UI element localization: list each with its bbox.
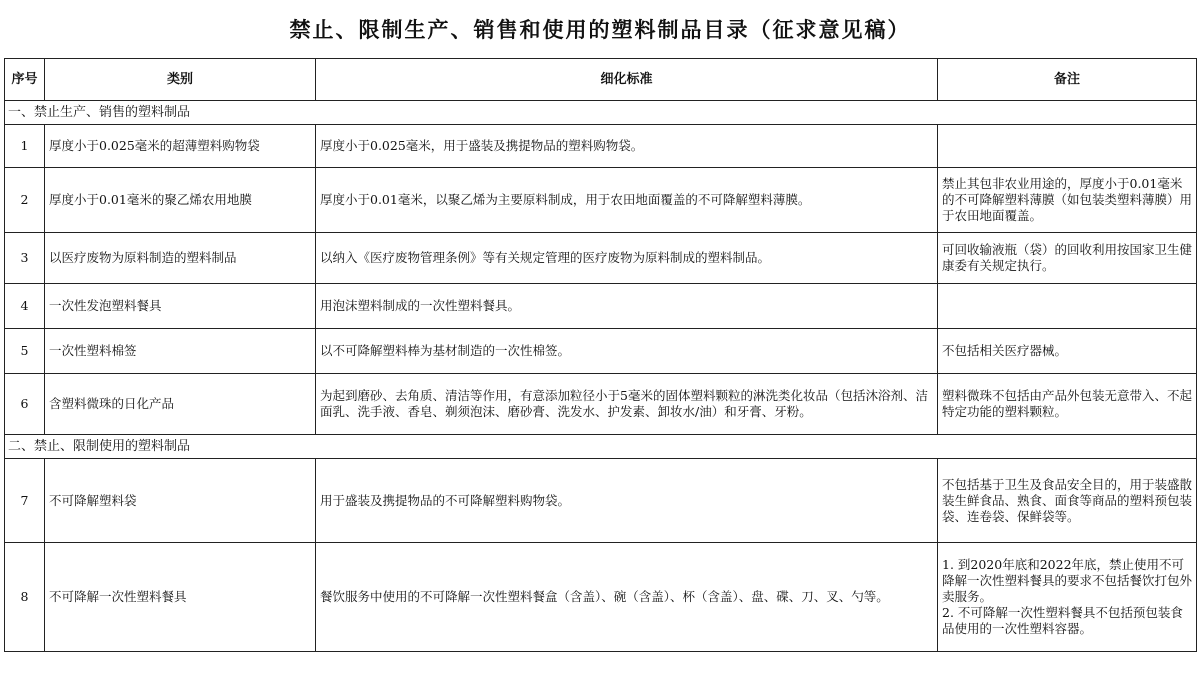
row-standard: 为起到磨砂、去角质、清洁等作用，有意添加粒径小于5毫米的固体塑料颗粒的淋洗类化妆品（包括沐浴剂、洁面乳、洗手液、香皂、剃须泡沫、磨砂膏、洗发水、护发素、卸妆水/油）和牙膏、牙粉。	[316, 374, 938, 435]
table-row	[5, 168, 1197, 233]
section-heading-row	[5, 101, 1197, 125]
catalog-table	[4, 58, 1197, 652]
row-standard: 用泡沫塑料制成的一次性塑料餐具。	[316, 284, 938, 329]
row-standard: 厚度小于0.01毫米，以聚乙烯为主要原料制成，用于农田地面覆盖的不可降解塑料薄膜。	[316, 168, 938, 233]
row-no: 5	[5, 329, 45, 374]
table-row	[5, 543, 1197, 652]
header-standard: 细化标准	[316, 59, 938, 101]
section-heading: 二、禁止、限制使用的塑料制品	[5, 435, 1197, 459]
row-note: 1. 到2020年底和2022年底，禁止使用不可降解一次性塑料餐具的要求不包括餐饮打包外卖服务。 2. 不可降解一次性塑料餐具不包括预包装食品使用的一次性塑料容器。	[938, 543, 1197, 652]
row-no: 1	[5, 125, 45, 168]
header-no: 序号	[5, 59, 45, 101]
table-row	[5, 125, 1197, 168]
row-no: 6	[5, 374, 45, 435]
row-note	[938, 284, 1197, 329]
section-heading: 一、禁止生产、销售的塑料制品	[5, 101, 1197, 125]
table-row	[5, 374, 1197, 435]
row-standard: 以纳入《医疗废物管理条例》等有关规定管理的医疗废物为原料制成的塑料制品。	[316, 233, 938, 284]
row-category: 一次性塑料棉签	[45, 329, 316, 374]
row-category: 厚度小于0.025毫米的超薄塑料购物袋	[45, 125, 316, 168]
row-standard: 餐饮服务中使用的不可降解一次性塑料餐盒（含盖）、碗（含盖）、杯（含盖）、盘、碟、刀、叉、勺等。	[316, 543, 938, 652]
section-heading-row	[5, 435, 1197, 459]
row-category: 含塑料微珠的日化产品	[45, 374, 316, 435]
row-category: 一次性发泡塑料餐具	[45, 284, 316, 329]
table-row	[5, 459, 1197, 543]
header-note: 备注	[938, 59, 1197, 101]
row-note: 禁止其包非农业用途的，厚度小于0.01毫米的不可降解塑料薄膜（如包装类塑料薄膜）用于农田地面覆盖。	[938, 168, 1197, 233]
row-note: 不包括相关医疗器械。	[938, 329, 1197, 374]
header-row	[5, 59, 1197, 101]
table-row	[5, 329, 1197, 374]
row-no: 4	[5, 284, 45, 329]
row-no: 7	[5, 459, 45, 543]
row-no: 8	[5, 543, 45, 652]
row-standard: 用于盛装及携提物品的不可降解塑料购物袋。	[316, 459, 938, 543]
table-row	[5, 233, 1197, 284]
row-note: 不包括基于卫生及食品安全目的，用于装盛散装生鲜食品、熟食、面食等商品的塑料预包装袋、连卷袋、保鲜袋等。	[938, 459, 1197, 543]
header-category: 类别	[45, 59, 316, 101]
row-category: 不可降解塑料袋	[45, 459, 316, 543]
row-category: 不可降解一次性塑料餐具	[45, 543, 316, 652]
row-category: 厚度小于0.01毫米的聚乙烯农用地膜	[45, 168, 316, 233]
row-standard: 以不可降解塑料棒为基材制造的一次性棉签。	[316, 329, 938, 374]
page-title: 禁止、限制生产、销售和使用的塑料制品目录（征求意见稿）	[289, 18, 911, 42]
row-note: 可回收输液瓶（袋）的回收利用按国家卫生健康委有关规定执行。	[938, 233, 1197, 284]
row-note	[938, 125, 1197, 168]
row-note: 塑料微珠不包括由产品外包装无意带入、不起特定功能的塑料颗粒。	[938, 374, 1197, 435]
row-no: 2	[5, 168, 45, 233]
row-no: 3	[5, 233, 45, 284]
row-standard: 厚度小于0.025毫米，用于盛装及携提物品的塑料购物袋。	[316, 125, 938, 168]
table-row	[5, 284, 1197, 329]
row-category: 以医疗废物为原料制造的塑料制品	[45, 233, 316, 284]
